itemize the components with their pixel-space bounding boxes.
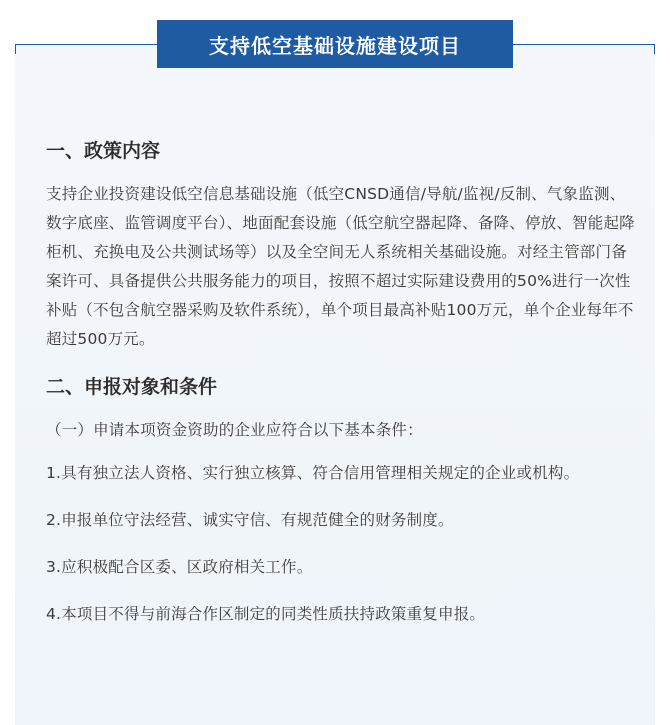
eligibility-item-1: 1.具有独立法人资格、实行独立核算、符合信用管理相关规定的企业或机构。 (46, 464, 580, 482)
eligibility-item-4: 4.本项目不得与前海合作区制定的同类性质扶持政策重复申报。 (46, 605, 486, 623)
article-body (46, 136, 638, 629)
frame-corner-left (15, 44, 16, 54)
eligibility-item-3: 3.应积极配合区委、区政府相关工作。 (46, 558, 313, 576)
section-heading-eligibility: 二、申报对象和条件 (46, 376, 218, 398)
section-heading-policy: 一、政策内容 (46, 140, 161, 162)
policy-paragraph: 支持企业投资建设低空信息基础设施（低空CNSD通信/导航/监视/反制、气象监测、数字底座、监管调度平台）、地面配套设施（低空航空器起降、备降、停放、智能起降柜机、充换电及公共测试场等）以及全空间无人系统相关基础设施。对经主管部门备案许可、具备提供公共服务能力的项目，按照不超过实际建设费用的50%进行一次性补贴（不包含航空器采购及软件系统），单个项目最高补贴100万元，单个企业每年不超过500万元。 (46, 185, 635, 348)
frame-corner-right (654, 44, 655, 54)
eligibility-intro: （一）申请本项资金资助的企业应符合以下基本条件： (46, 421, 423, 439)
eligibility-item-2: 2.申报单位守法经营、诚实守信、有规范健全的财务制度。 (46, 511, 454, 529)
page-title: 支持低空基础设施建设项目 (157, 20, 513, 68)
